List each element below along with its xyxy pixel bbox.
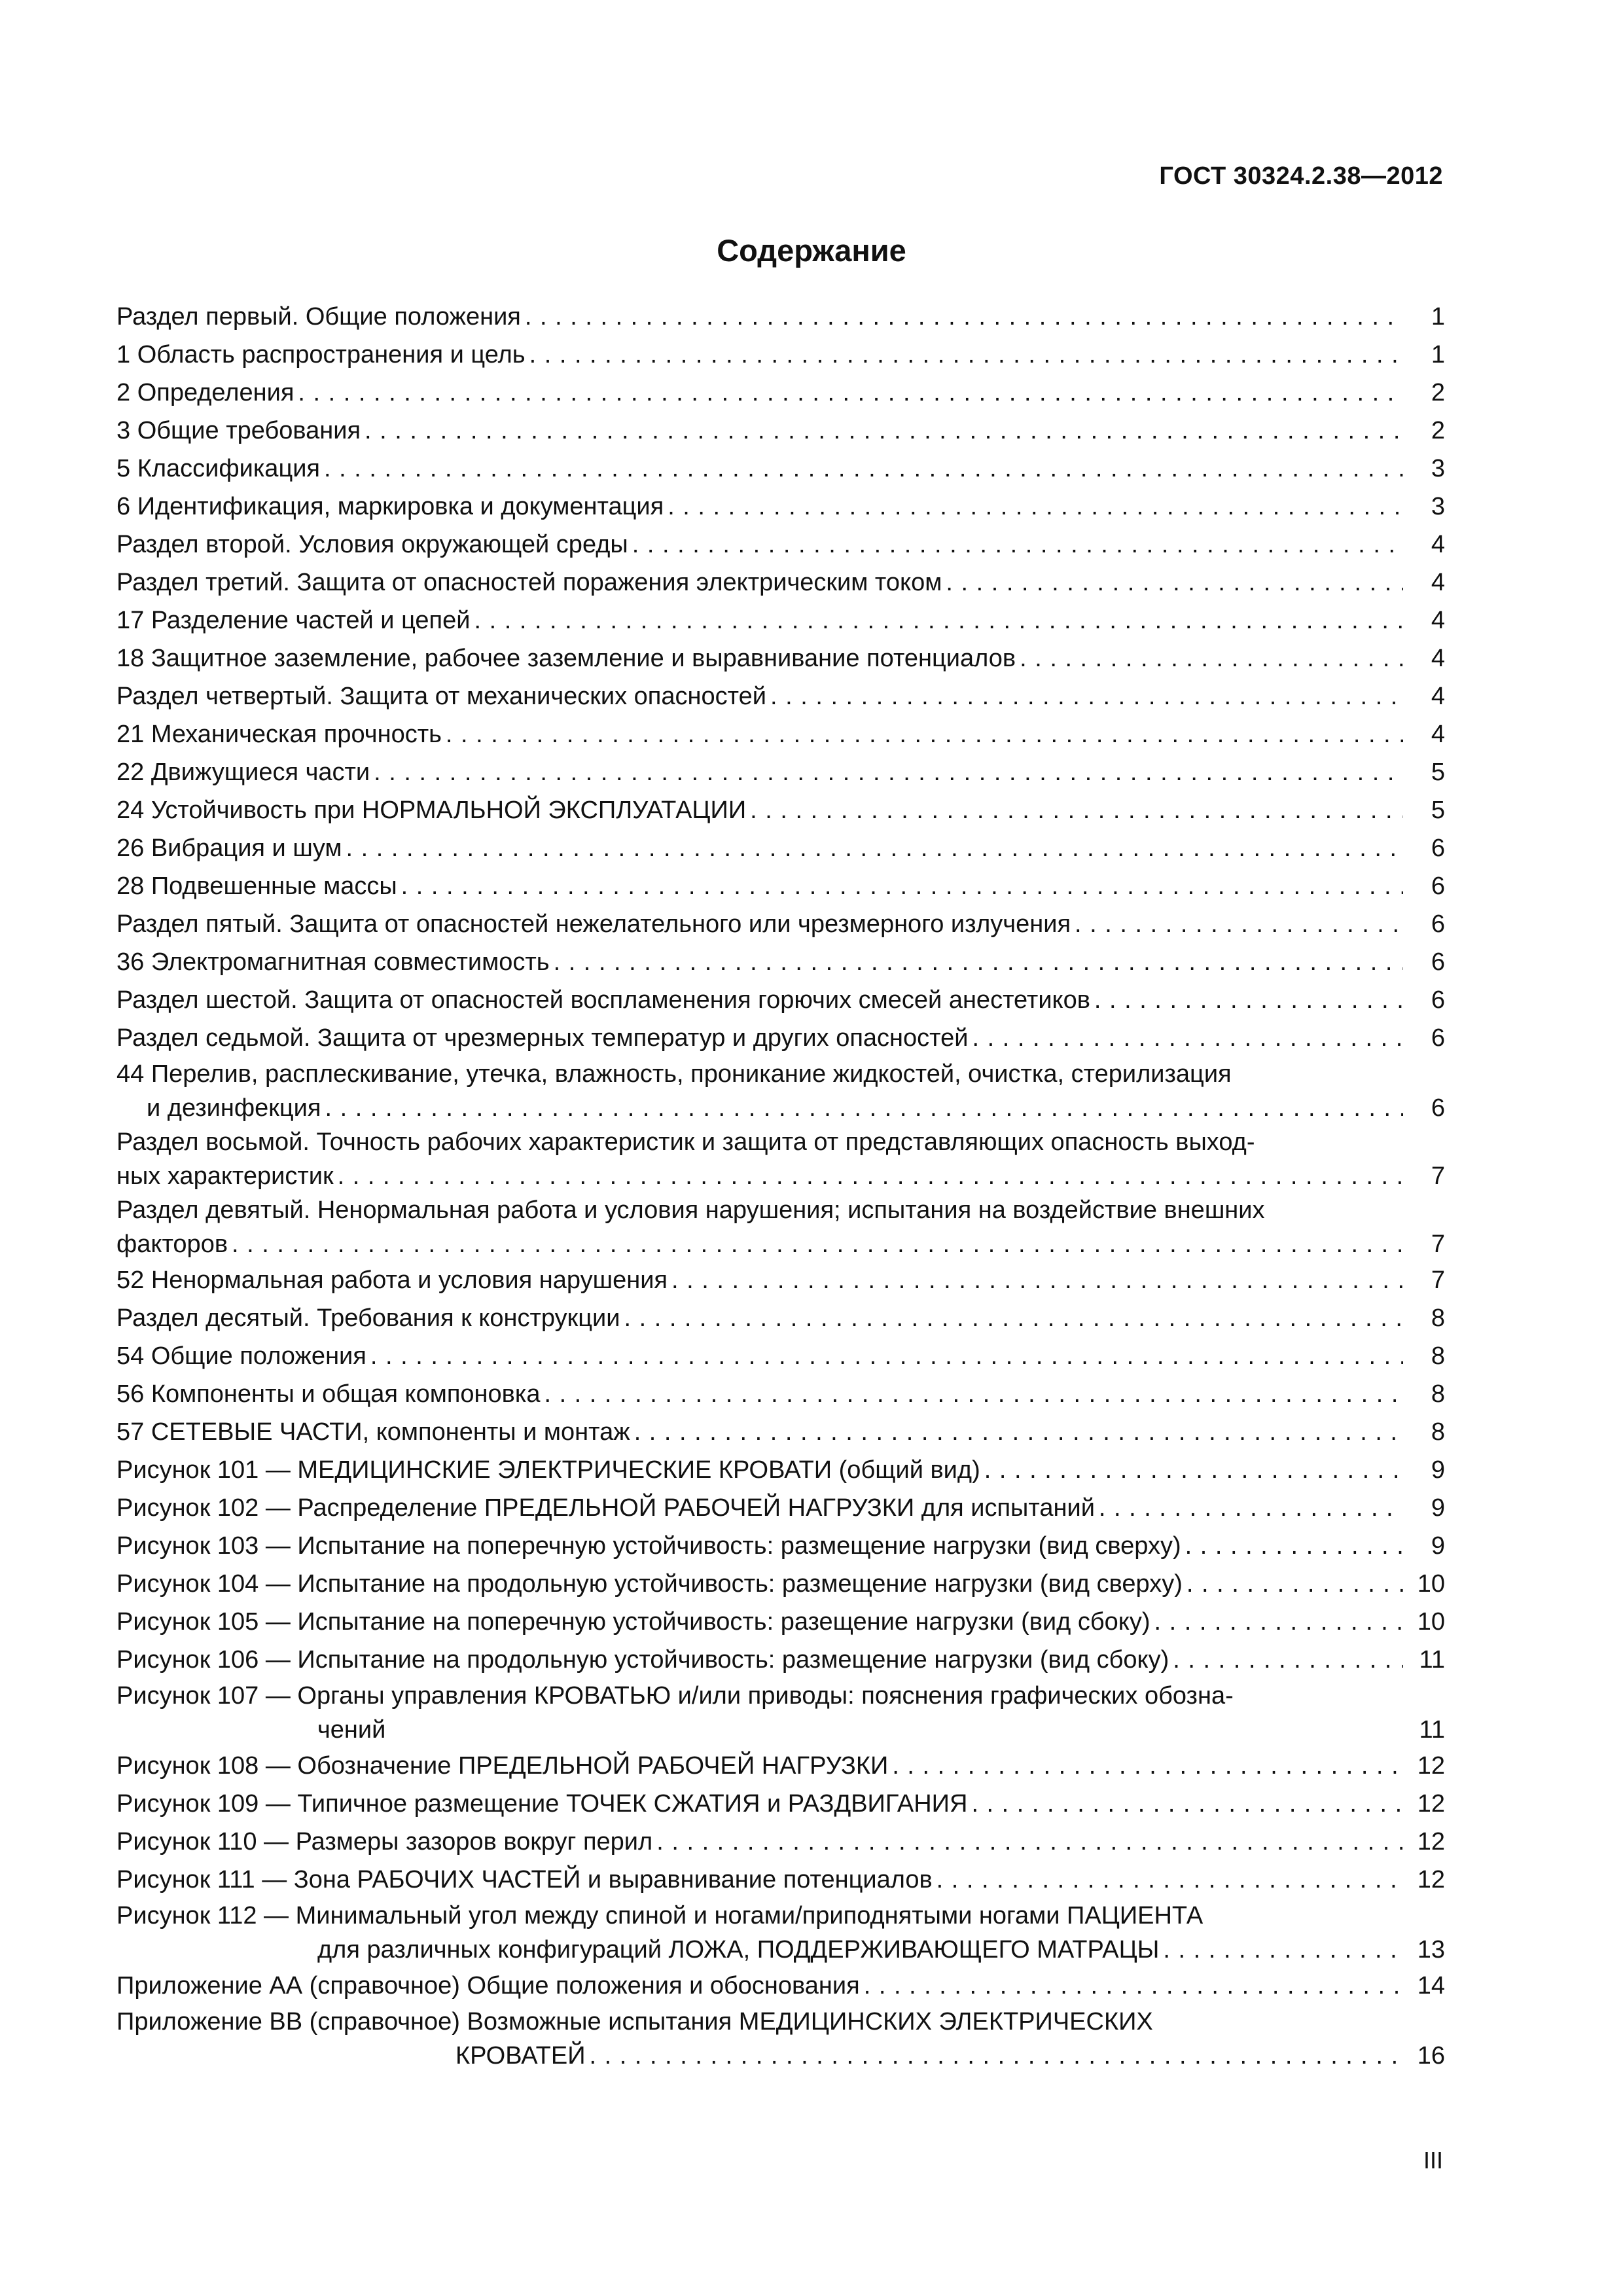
toc-entry-text-continued: и дезинфекция — [147, 1094, 321, 1122]
toc-entry-text: Раздел пятый. Защита от опасностей нежелательного или чрезмерного излучения — [116, 910, 1071, 938]
leader-dots — [232, 1227, 1403, 1261]
leader-dots — [671, 1261, 1403, 1299]
toc-page-number: 6 — [1431, 1024, 1445, 1052]
toc-entry-text: Раздел седьмой. Защита от чрезмерных температур и других опасностей — [116, 1024, 969, 1052]
toc-entry-text: Рисунок 110 — Размеры зазоров вокруг перил — [116, 1828, 653, 1856]
page-title: Содержание — [717, 233, 906, 268]
toc-page-number: 3 — [1431, 455, 1445, 482]
toc-page-number: 2 — [1431, 417, 1445, 444]
leader-dots — [554, 943, 1403, 981]
leader-dots — [1154, 1603, 1403, 1641]
toc-entry-text: Раздел восьмой. Точность рабочих характеристик и защита от представляющих опасность выход- — [116, 1128, 1255, 1156]
leader-dots — [946, 564, 1403, 601]
toc-entry[interactable] — [116, 1019, 1445, 1057]
toc-entry[interactable] — [116, 1565, 1445, 1603]
toc-page-number: 11 — [1419, 1716, 1445, 1744]
leader-dots — [1185, 1527, 1403, 1565]
toc-page-number: 9 — [1431, 1494, 1445, 1522]
toc-entry-text: 28 Подвешенные массы — [116, 872, 397, 900]
toc-entry[interactable] — [116, 1641, 1445, 1679]
toc-entry[interactable] — [116, 905, 1445, 943]
leader-dots — [365, 412, 1403, 450]
toc-page-number: 16 — [1417, 2042, 1445, 2070]
toc-page-number: 5 — [1431, 759, 1445, 786]
toc-entry[interactable] — [116, 1451, 1445, 1489]
toc-page-number: 12 — [1417, 1866, 1445, 1893]
leader-dots — [1186, 1565, 1403, 1603]
toc-page-number: 2 — [1431, 379, 1445, 406]
leader-dots — [770, 677, 1403, 715]
toc-entry-text: 52 Ненормальная работа и условия нарушения — [116, 1266, 668, 1294]
toc-entry[interactable] — [116, 526, 1445, 564]
leader-dots — [936, 1861, 1403, 1899]
toc-entry[interactable] — [116, 791, 1445, 829]
toc-entry[interactable] — [116, 412, 1445, 450]
toc-entry-text: Раздел четвертый. Защита от механических опасностей — [116, 683, 766, 710]
toc-page-number: 8 — [1431, 1380, 1445, 1408]
toc-entry-text-continued: КРОВАТЕЙ — [455, 2042, 586, 2070]
toc-entry-text: Раздел третий. Защита от опасностей поражения электрическим током — [116, 569, 942, 596]
toc-entry-text: Рисунок 102 — Распределение ПРЕДЕЛЬНОЙ РАБОЧЕЙ НАГРУЗКИ для испытаний — [116, 1494, 1095, 1522]
toc-page-number: 12 — [1417, 1828, 1445, 1856]
leader-dots — [971, 1785, 1403, 1823]
toc-entry-text: Раздел первый. Общие положения — [116, 303, 521, 331]
toc-entry[interactable] — [116, 753, 1445, 791]
toc-entry[interactable] — [116, 1603, 1445, 1641]
toc-entry-text: Раздел второй. Условия окружающей среды — [116, 531, 628, 558]
toc-entry-text: Рисунок 112 — Минимальный угол между спиной и ногами/приподнятыми ногами ПАЦИЕНТА — [116, 1902, 1204, 1929]
toc-entry-text: Приложение АА (справочное) Общие положения и обоснования — [116, 1972, 860, 2000]
toc-page-number: 8 — [1431, 1304, 1445, 1332]
leader-dots — [544, 1375, 1403, 1413]
leader-dots — [1163, 1933, 1403, 1967]
toc-entry-text: 36 Электромагнитная совместимость — [116, 948, 550, 976]
leader-dots — [370, 1337, 1403, 1375]
toc-page-number: 1 — [1431, 303, 1445, 331]
toc-entry-text: Рисунок 105 — Испытание на поперечную устойчивость: разещение нагрузки (вид сбоку) — [116, 1608, 1150, 1636]
toc-entry-text: 44 Перелив, расплескивание, утечка, влажность, проникание жидкостей, очистка, стерилизация — [116, 1060, 1232, 1088]
toc-entry[interactable] — [116, 1747, 1445, 1785]
toc-entry-text-continued: чений — [317, 1716, 386, 1744]
toc-entry-text: 18 Защитное заземление, рабочее заземление и выравнивание потенциалов — [116, 645, 1016, 672]
toc-page-number: 7 — [1431, 1162, 1445, 1190]
toc-page-number: 5 — [1431, 797, 1445, 824]
toc-entry-text: Рисунок 109 — Типичное размещение ТОЧЕК СЖАТИЯ и РАЗДВИГАНИЯ — [116, 1790, 968, 1818]
toc-entry[interactable] — [116, 2005, 1445, 2073]
leader-dots — [474, 601, 1403, 639]
leader-dots — [1099, 1489, 1403, 1527]
toc-entry[interactable] — [116, 1261, 1445, 1299]
toc-entry-text: 56 Компоненты и общая компоновка — [116, 1380, 541, 1408]
toc-entry[interactable] — [116, 336, 1445, 374]
toc-page-number: 13 — [1417, 1936, 1445, 1964]
toc-entry-text: Рисунок 107 — Органы управления КРОВАТЬЮ и/или приводы: пояснения графических обозна- — [116, 1682, 1234, 1710]
toc-entry-text: 54 Общие положения — [116, 1342, 366, 1370]
toc-entry[interactable] — [116, 601, 1445, 639]
leader-dots — [346, 829, 1403, 867]
leader-dots — [972, 1019, 1403, 1057]
toc-page-number: 10 — [1417, 1570, 1445, 1598]
toc-page-number: 8 — [1431, 1418, 1445, 1446]
toc-entry-text: 57 СЕТЕВЫЕ ЧАСТИ, компоненты и монтаж — [116, 1418, 630, 1446]
leader-dots — [634, 1413, 1403, 1451]
leader-dots — [1173, 1641, 1403, 1679]
leader-dots — [324, 450, 1403, 488]
leader-dots — [864, 1967, 1403, 2005]
leader-dots — [325, 1091, 1403, 1125]
toc-entry-text: 6 Идентификация, маркировка и документация — [116, 493, 664, 520]
leader-dots — [632, 526, 1403, 564]
leader-dots — [984, 1451, 1403, 1489]
toc-entry[interactable] — [116, 1679, 1445, 1747]
leader-dots — [1075, 905, 1403, 943]
toc-entry-text: Рисунок 106 — Испытание на продольную устойчивость: размещение нагрузки (вид сбоку) — [116, 1646, 1169, 1674]
toc-entry[interactable] — [116, 715, 1445, 753]
leader-dots — [1094, 981, 1403, 1019]
toc-entry-text: 22 Движущиеся части — [116, 759, 370, 786]
toc-entry[interactable] — [116, 1899, 1445, 1967]
toc-page-number: 8 — [1431, 1342, 1445, 1370]
toc-entry[interactable] — [116, 943, 1445, 981]
toc-page-number: 4 — [1431, 683, 1445, 710]
toc-page-number: 10 — [1417, 1608, 1445, 1636]
toc-page-number: 6 — [1431, 948, 1445, 976]
toc-entry-text-continued: ных характеристик — [116, 1162, 334, 1190]
toc-page-number: 6 — [1431, 872, 1445, 900]
toc-entry[interactable] — [116, 829, 1445, 867]
toc-entry-text: 5 Классификация — [116, 455, 321, 482]
toc-entry[interactable] — [116, 1967, 1445, 2005]
leader-dots — [338, 1159, 1403, 1193]
leader-dots — [590, 2039, 1403, 2073]
toc-entry-text: 3 Общие требования — [116, 417, 361, 444]
toc-entry-text: Рисунок 111 — Зона РАБОЧИХ ЧАСТЕЙ и выравнивание потенциалов — [116, 1866, 933, 1893]
toc-page-number: 7 — [1431, 1266, 1445, 1294]
toc-entry[interactable] — [116, 1299, 1445, 1337]
leader-dots — [446, 715, 1403, 753]
toc-entry[interactable] — [116, 867, 1445, 905]
leader-dots — [656, 1823, 1403, 1861]
toc-entry[interactable] — [116, 1375, 1445, 1413]
toc-entry[interactable] — [116, 639, 1445, 677]
toc-entry-text: 1 Область распространения и цель — [116, 341, 526, 368]
toc-entry[interactable] — [116, 298, 1445, 336]
leader-dots — [892, 1747, 1403, 1785]
toc-entry[interactable] — [116, 1527, 1445, 1565]
leader-dots — [529, 336, 1403, 374]
toc-entry[interactable] — [116, 1823, 1445, 1861]
toc-entry-text: Раздел десятый. Требования к конструкции — [116, 1304, 620, 1332]
toc-page-number: 6 — [1431, 834, 1445, 862]
toc-entry-text: Рисунок 103 — Испытание на поперечную устойчивость: размещение нагрузки (вид сверху) — [116, 1532, 1181, 1560]
toc-page-number: 4 — [1431, 569, 1445, 596]
leader-dots — [298, 374, 1403, 412]
toc-page-number: 6 — [1431, 986, 1445, 1014]
page-number: III — [1423, 2147, 1443, 2174]
leader-dots — [668, 488, 1403, 526]
toc-entry[interactable] — [116, 1125, 1445, 1193]
toc-entry[interactable] — [116, 488, 1445, 526]
toc-entry-text: 26 Вибрация и шум — [116, 834, 342, 862]
toc-entry[interactable] — [116, 1489, 1445, 1527]
toc-page-number: 11 — [1419, 1646, 1445, 1674]
toc-page-number: 4 — [1431, 531, 1445, 558]
toc-entry-text: 21 Механическая прочность — [116, 721, 442, 748]
toc-entry-text: Рисунок 104 — Испытание на продольную устойчивость: размещение нагрузки (вид сверху) — [116, 1570, 1183, 1598]
toc-entry[interactable] — [116, 1861, 1445, 1899]
table-of-contents — [116, 298, 1445, 2073]
toc-entry-text: Рисунок 101 — МЕДИЦИНСКИЕ ЭЛЕКТРИЧЕСКИЕ КРОВАТИ (общий вид) — [116, 1456, 980, 1484]
toc-entry-text: Раздел девятый. Ненормальная работа и условия нарушения; испытания на воздействие внешних — [116, 1196, 1265, 1224]
toc-page-number: 1 — [1431, 341, 1445, 368]
toc-entry-text: 24 Устойчивость при НОРМАЛЬНОЙ ЭКСПЛУАТАЦИИ — [116, 797, 747, 824]
leader-dots — [750, 791, 1403, 829]
toc-entry-text: Приложение ВВ (справочное) Возможные испытания МЕДИЦИНСКИХ ЭЛЕКТРИЧЕСКИХ — [116, 2008, 1153, 2036]
toc-page-number: 9 — [1431, 1532, 1445, 1560]
toc-entry[interactable] — [116, 1193, 1445, 1261]
toc-entry[interactable] — [116, 1057, 1445, 1125]
toc-entry[interactable] — [116, 981, 1445, 1019]
leader-dots — [374, 753, 1403, 791]
toc-page-number: 14 — [1417, 1972, 1445, 2000]
toc-entry[interactable] — [116, 374, 1445, 412]
toc-entry-text-continued: для различных конфигураций ЛОЖА, ПОДДЕРЖИВАЮЩЕГО МАТРАЦЫ — [317, 1936, 1160, 1964]
toc-entry[interactable] — [116, 1785, 1445, 1823]
toc-entry[interactable] — [116, 677, 1445, 715]
standard-code: ГОСТ 30324.2.38—2012 — [1159, 162, 1443, 190]
toc-page-number: 3 — [1431, 493, 1445, 520]
toc-entry-text: 17 Разделение частей и цепей — [116, 607, 471, 634]
toc-page-number: 9 — [1431, 1456, 1445, 1484]
toc-page-number: 4 — [1431, 721, 1445, 748]
toc-page-number: 12 — [1417, 1752, 1445, 1780]
leader-dots — [525, 298, 1403, 336]
toc-entry[interactable] — [116, 564, 1445, 601]
toc-entry-text-continued: факторов — [116, 1230, 228, 1258]
toc-entry[interactable] — [116, 1413, 1445, 1451]
toc-page-number: 6 — [1431, 910, 1445, 938]
toc-entry-text: 2 Определения — [116, 379, 294, 406]
toc-entry[interactable] — [116, 450, 1445, 488]
leader-dots — [624, 1299, 1403, 1337]
toc-entry[interactable] — [116, 1337, 1445, 1375]
toc-page-number: 4 — [1431, 607, 1445, 634]
leader-dots — [1020, 639, 1403, 677]
leader-dots — [401, 867, 1403, 905]
toc-entry-text: Рисунок 108 — Обозначение ПРЕДЕЛЬНОЙ РАБОЧЕЙ НАГРУЗКИ — [116, 1752, 889, 1780]
toc-entry-text: Раздел шестой. Защита от опасностей воспламенения горючих смесей анестетиков — [116, 986, 1090, 1014]
toc-page-number: 6 — [1431, 1094, 1445, 1122]
toc-page-number: 4 — [1431, 645, 1445, 672]
toc-page-number: 12 — [1417, 1790, 1445, 1818]
toc-page-number: 7 — [1431, 1230, 1445, 1258]
